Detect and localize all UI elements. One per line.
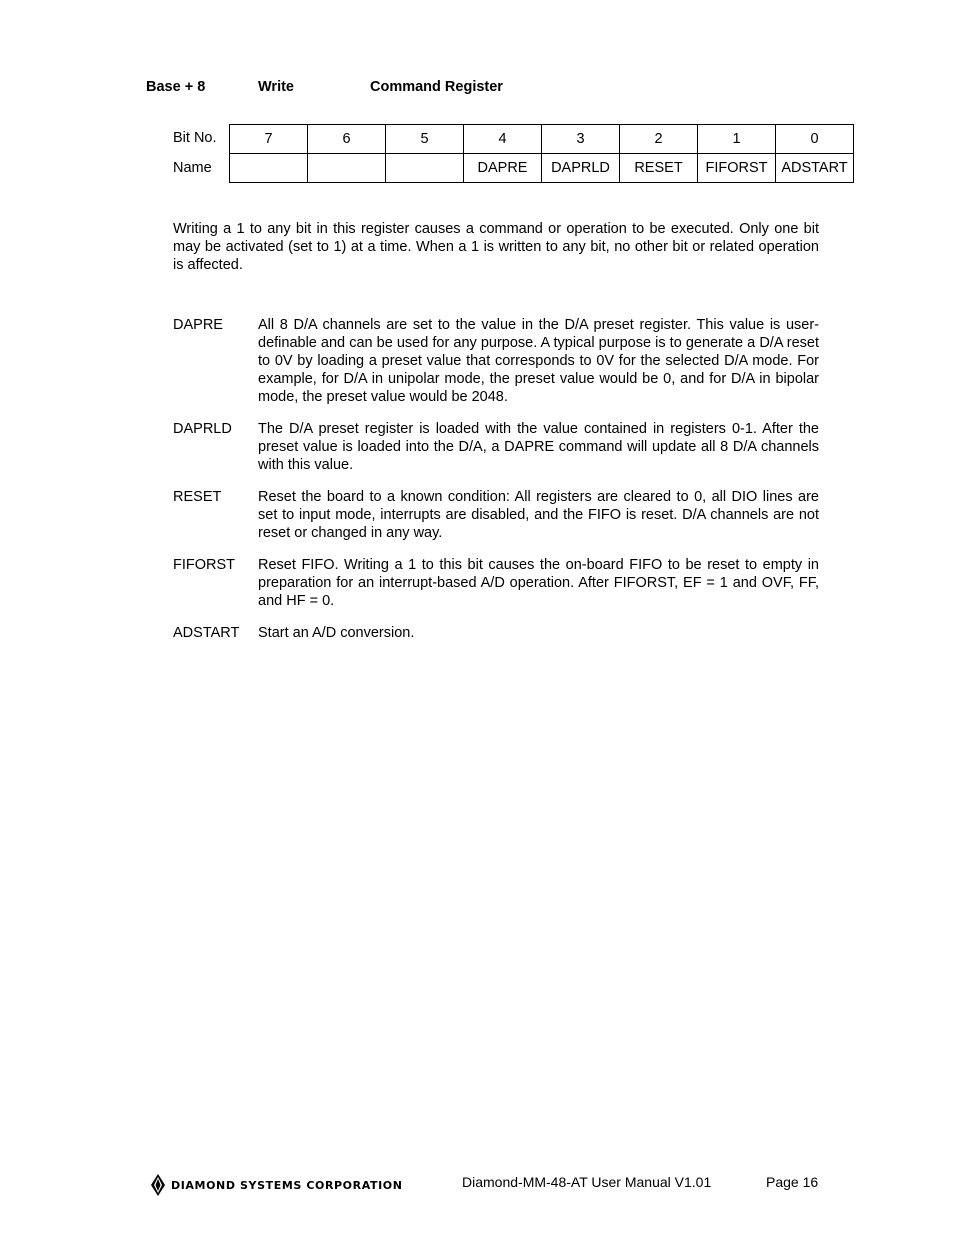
bit-name-cell [230,154,308,183]
company-name: DIAMOND SYSTEMS CORPORATION [171,1178,403,1192]
register-address: Base + 8 [146,79,206,95]
definition-term: RESET [173,489,222,505]
bit-number-cell: 2 [620,125,698,154]
intro-paragraph: Writing a 1 to any bit in this register causes a command or operation to be executed. Only one bit may be activated (set to 1) at a time. When a 1 is written to any bit, no other bit or related operation is affected. [173,221,819,273]
bit-name-row [230,154,854,183]
bit-name-cell [308,154,386,183]
bit-name-cell: FIFORST [698,154,776,183]
definition-term: DAPRLD [173,421,232,437]
manual-title: Diamond-MM-48-AT User Manual V1.01 [462,1174,712,1190]
register-access: Write [258,79,294,95]
bit-name-cell: DAPRE [464,154,542,183]
bit-number-cell: 3 [542,125,620,154]
company-logo [151,1174,403,1196]
definition-term: ADSTART [173,625,240,641]
page-number: Page 16 [766,1174,819,1190]
bit-name-cell: DAPRLD [542,154,620,183]
bit-number-cell: 0 [776,125,854,154]
definition-term: FIFORST [173,557,236,573]
bit-number-cell: 4 [464,125,542,154]
bit-name-cell: RESET [620,154,698,183]
bit-name-cell: ADSTART [776,154,854,183]
bit-number-cell: 1 [698,125,776,154]
definition-description: Reset FIFO. Writing a 1 to this bit causes the on-board FIFO to be reset to empty in preparation for an interrupt-based A/D operation. After FIFORST, EF = 1 and OVF, FF, and HF = 0. [258,557,819,609]
bit-name-cell [386,154,464,183]
bit-number-row [230,125,854,154]
bit-number-cell: 5 [386,125,464,154]
bit-number-cell: 6 [308,125,386,154]
bit-number-cell: 7 [230,125,308,154]
definition-description: Start an A/D conversion. [258,625,415,641]
diamond-logo-icon [151,1174,165,1196]
definition-description: All 8 D/A channels are set to the value in the D/A preset register. This value is user-definable and can be used for any purpose. A typical purpose is to generate a D/A reset to 0V by loading a preset value that corresponds to 0V for the selected D/A mode. For example, for D/A in unipolar mode, the preset value would be 0, and for D/A in bipolar mode, the preset value would be 2048. [258,317,819,405]
definition-description: The D/A preset register is loaded with the value contained in registers 0-1. After the preset value is loaded into the D/A, a DAPRE command will update all 8 D/A channels with this value. [258,421,819,473]
name-label: Name [173,160,212,176]
register-bit-table [229,124,854,183]
bit-no-label: Bit No. [173,130,217,146]
register-title: Command Register [370,79,503,95]
definition-description: Reset the board to a known condition: All registers are cleared to 0, all DIO lines are set to input mode, interrupts are disabled, and the FIFO is reset. D/A channels are not reset or changed in any way. [258,489,819,541]
definition-term: DAPRE [173,317,223,333]
